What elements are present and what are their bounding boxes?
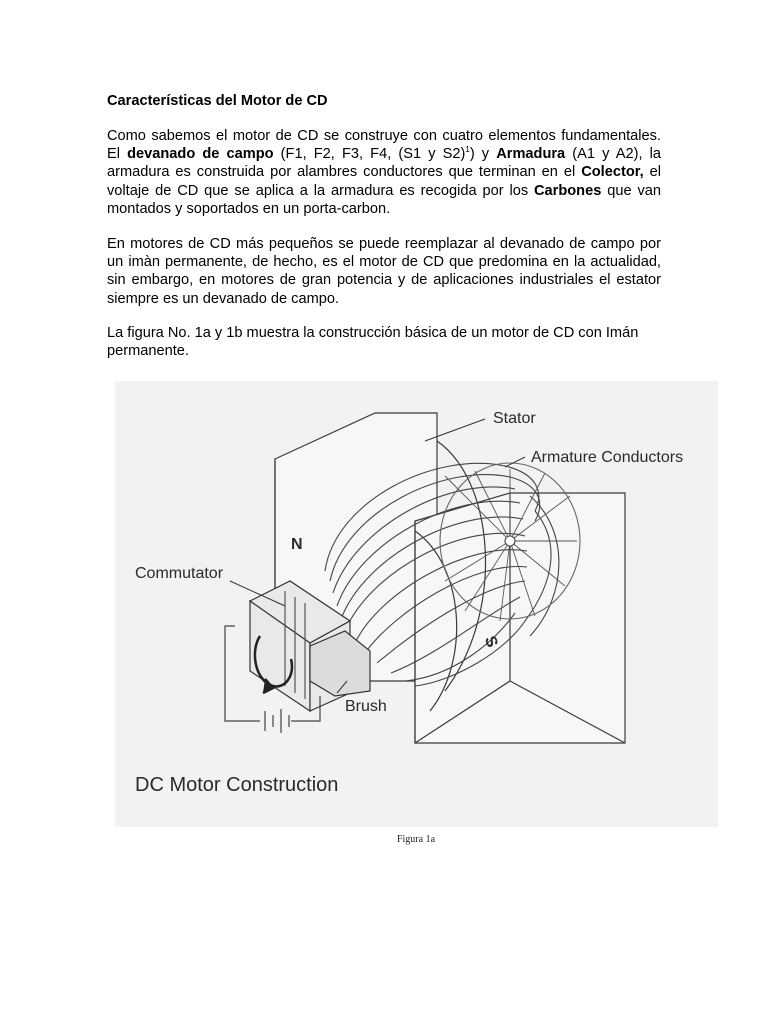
footnote-marker[interactable]: 1 — [465, 145, 470, 155]
label-commutator: Commutator — [135, 565, 224, 582]
paragraph-1 — [107, 127, 661, 218]
label-brush: Brush — [345, 698, 387, 715]
figure-caption: Figura 1a — [396, 834, 436, 845]
paragraph-1-text: el voltaje de CD que se aplica a la armadura es recogida por los — [107, 164, 661, 199]
label-stator: Stator — [493, 410, 536, 427]
paragraph-1-text: ) y — [469, 146, 497, 163]
figure-title: DC Motor Construction — [135, 774, 339, 796]
paragraph-1-text: que van montados y soportados en un porta-carbon. — [107, 182, 661, 217]
label-north-pole: N — [291, 536, 303, 553]
dc-motor-illustration — [115, 381, 718, 827]
section-heading: Características del Motor de CD — [107, 93, 328, 109]
paragraph-3: La figura No. 1a y 1b muestra la construcción básica de un motor de CD con Imán permanente. — [107, 325, 639, 360]
term-armadura: Armadura — [496, 146, 566, 163]
term-carbones: Carbones — [534, 182, 602, 199]
label-armature-conductors: Armature Conductors — [531, 449, 684, 466]
paragraph-2: En motores de CD más pequeños se puede reemplazar al devanado de campo por un imàn permanente, de hecho, es el motor de CD que predomina en la actualidad, sin embargo, en motores de gran potencia y de aplicaciones industriales el estator siempre es un devanado de campo. — [107, 236, 661, 307]
paragraph-1-text: (F1, F2, F3, F4, (S1 y S2) — [273, 146, 466, 163]
paragraph-1-text: (A1 y A2), la armadura es construida por alambres conductores que terminan en el — [107, 146, 661, 181]
label-south-pole: S — [480, 633, 501, 650]
paragraph-1-text: Como sabemos el motor de CD se construye con cuatro elementos fundamentales. El — [107, 128, 661, 163]
term-devanado-de-campo: devanado de campo — [127, 146, 274, 163]
term-colector: Colector, — [581, 164, 644, 181]
dc-motor-figure — [115, 381, 718, 827]
